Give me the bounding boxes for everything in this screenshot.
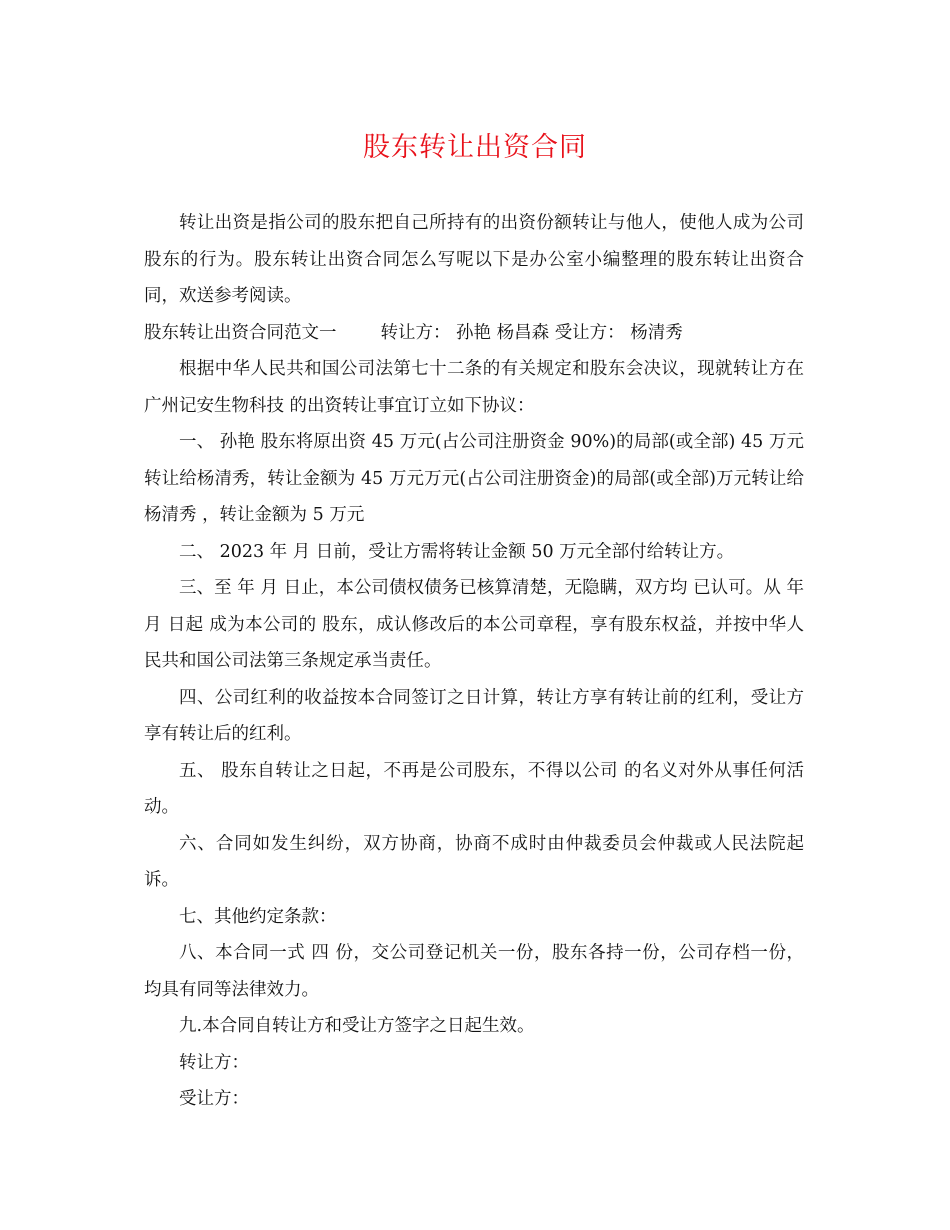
clause-9: 九.本合同自转让方和受让方签字之日起生效。 [179,1016,535,1036]
preamble-paragraph: 根据中华人民共和国公司法第七十二条的有关规定和股东会决议，现就转让方在 广州记安生物科技 的出资转让事宜订立如下协议： [144,359,804,416]
parties-line: 转让方： 孙艳 杨昌森 受让方： 杨清秀 [380,322,683,343]
clause-8: 八、本合同一式 四 份，交公司登记机关一份，股东各持一份，公司存档一份， 均具有同等法律效力。 [144,943,804,1000]
clause-4: 四、公司红利的收益按本合同签订之日计算，转让方享有转让前的红利，受让方 享有转让后的红利。 [144,687,804,744]
clause-5: 五、 股东自转让之日起，不再是公司股东，不得以公司 的名义对外从事任何活动。 [144,760,804,817]
section-label: 股东转让出资合同范文一 [144,322,337,343]
header-line [144,315,804,352]
document-title: 股东转让出资合同 [363,132,587,163]
transferee-signature: 受让方： [179,1089,249,1109]
clause-6: 六、合同如发生纠纷，双方协商，协商不成时由仲裁委员会仲裁或人民法院起诉。 [144,833,804,890]
clause-3: 三、至 年 月 日止，本公司债权债务已核算清楚，无隐瞒，双方均 已认可。从 年 月 日起 成为本公司的 股东，成认修改后的本公司章程，享有股东权益，并按中华人民共和国公司法第三条规定承当责任。 [144,578,804,671]
transferor-signature: 转让方： [179,1052,249,1073]
clause-1: 一、 孙艳 股东将原出资 45 万元(占公司注册资金 90%)的局部(或全部) 45 万元转让给杨清秀，转让金额为 45 万元万元(占公司注册资金)的局部(或全部)万元转让给 杨清秀 ，转让金额为 5 万元 [144,432,804,525]
clause-2: 二、 2023 年 月 日前，受让方需将转让金额 50 万元全部付给转让方。 [179,541,735,562]
clause-7: 七、其他约定条款： [179,906,337,927]
document-body [144,205,804,1118]
intro-paragraph: 转让出资是指公司的股东把自己所持有的出资份额转让与他人，使他人成为公司股东的行为。股东转让出资合同怎么写呢以下是办公室小编整理的股东转让出资合同，欢送参考阅读。 [144,213,804,306]
